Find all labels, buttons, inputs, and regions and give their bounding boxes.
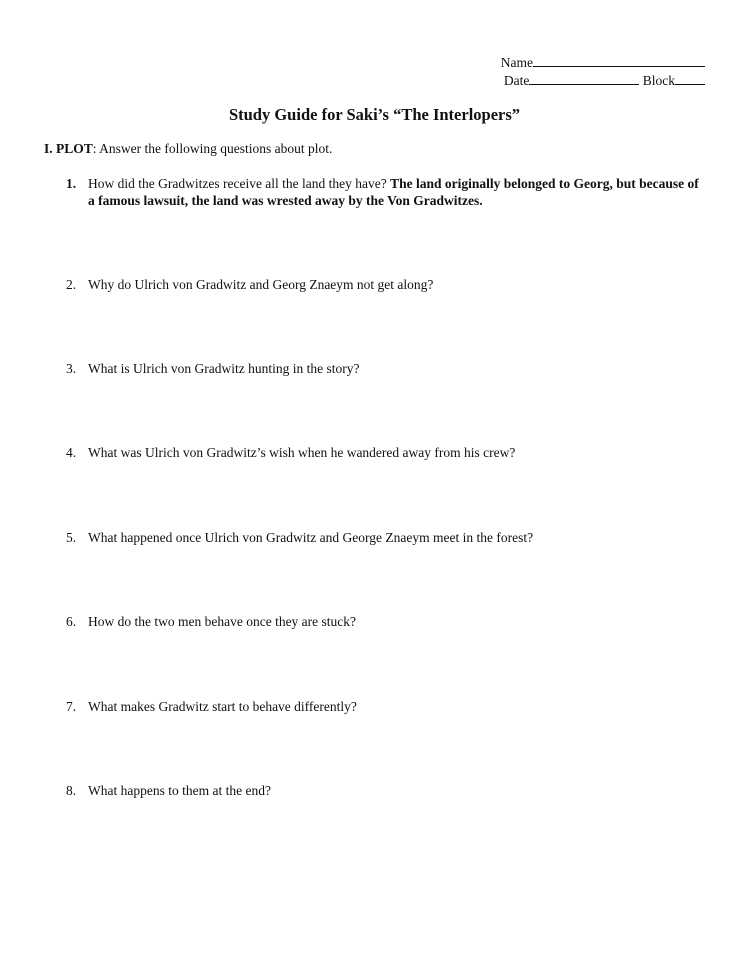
date-blank[interactable]	[529, 71, 639, 85]
question-text: What makes Gradwitz start to behave differently?	[88, 699, 357, 714]
block-label: Block	[642, 73, 675, 88]
answer-text: The land originally belonged to Georg, but because of a famous lawsuit, the land was wrested away by the Von Gradwitzes.	[88, 176, 699, 208]
question-4	[66, 444, 706, 461]
page-title: Study Guide for Saki’s “The Interlopers”	[228, 105, 521, 124]
question-5	[66, 529, 706, 546]
question-number: 8.	[66, 783, 77, 798]
block-blank[interactable]	[675, 71, 705, 85]
question-number: 1.	[66, 176, 77, 191]
question-text: Why do Ulrich von Gradwitz and Georg Znaeym not get along?	[88, 277, 434, 292]
question-text: How did the Gradwitzes receive all the land they have?	[88, 176, 391, 191]
question-3	[66, 360, 706, 377]
question-number: 5.	[66, 530, 77, 545]
name-blank[interactable]	[533, 53, 705, 67]
section-label: I. PLOT	[44, 141, 93, 156]
question-number: 3.	[66, 361, 77, 376]
student-info-header	[501, 53, 705, 89]
name-line	[501, 53, 705, 71]
question-number: 2.	[66, 277, 77, 292]
question-number: 7.	[66, 699, 77, 714]
section-instruction: : Answer the following questions about plot.	[92, 141, 333, 156]
date-block-line	[501, 71, 705, 89]
question-7	[66, 698, 706, 715]
question-text: What was Ulrich von Gradwitz’s wish when he wandered away from his crew?	[88, 445, 516, 460]
question-number: 4.	[66, 445, 77, 460]
question-1	[66, 175, 706, 209]
question-text: What happened once Ulrich von Gradwitz and George Znaeym meet in the forest?	[88, 530, 534, 545]
question-number: 6.	[66, 614, 77, 629]
question-text: What is Ulrich von Gradwitz hunting in the story?	[88, 361, 360, 376]
question-2	[66, 276, 706, 293]
section-heading	[44, 141, 332, 157]
name-label: Name	[500, 55, 533, 70]
question-6	[66, 613, 706, 630]
question-text: How do the two men behave once they are stuck?	[88, 614, 357, 629]
date-label: Date	[503, 73, 530, 88]
question-text: What happens to them at the end?	[88, 783, 271, 798]
question-8	[66, 782, 706, 799]
